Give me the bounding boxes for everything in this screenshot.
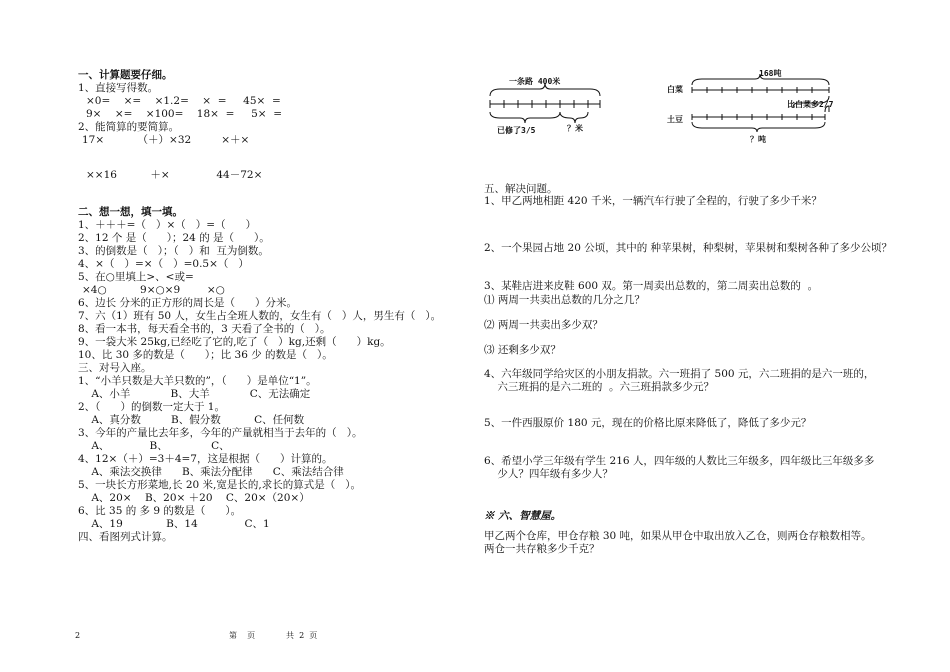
- section-6-title: ※ 六、智慧屋。: [484, 510, 562, 522]
- problem-5: 5、一件西服原价 180 元，现在的价格比原来降低了，降低了多少元？: [484, 417, 812, 429]
- fill-item-2: 2、12 个 是（ ）；24 的 是（ ）。: [78, 232, 270, 244]
- choice-q5: 5、一块长方形菜地,长 20 米,宽是长的,求长的算式是（ ）。: [78, 479, 361, 491]
- choice-q4: 4、12×（＋）=3＋4=7，这是根据（ ）计算的。: [78, 453, 333, 465]
- section-5-title: 五、解决问题。: [484, 183, 558, 195]
- section-2-title: 二、想一想，填一填。: [78, 206, 183, 218]
- choice-q6: 6、比 35 的 多 9 的数是（ ）。: [78, 505, 242, 517]
- road-unknown-label: ？米: [567, 124, 583, 133]
- choice-q2: 2、（ ）的倒数一定大于 1。: [78, 401, 225, 413]
- page-current: 第 页: [229, 631, 256, 640]
- fill-item-7: 7、六（1）班有 50 人，女生占全班人数的，女生有（ ）人，男生有（ ）。: [78, 310, 442, 322]
- section-1-title: 一、计算题要仔细。: [78, 69, 173, 81]
- choice-q2-options: A、真分数 B、假分数 C、任何数: [78, 414, 305, 426]
- extra-fraction-label: 比白菜多2/7: [787, 100, 834, 109]
- choice-q3: 3、今年的产量比去年多，今年的产量就相当于去年的（ ）。: [78, 427, 363, 439]
- choice-q4-options: A、乘法交换律 B、乘法分配律 C、乘法结合律: [78, 466, 344, 478]
- page-number-left: 2: [75, 631, 81, 640]
- section-1-sub1: 1、直接写得数。: [78, 82, 159, 94]
- potato-row-label: 土豆: [667, 115, 683, 124]
- fill-item-5-row: ×4○ 9×○×9 ×○: [82, 284, 225, 296]
- potato-unknown-label: ？吨: [750, 135, 766, 144]
- road-total-label: 一条路 400米: [509, 77, 561, 86]
- fill-item-8: 8、看一本书，每天看全书的，3 天看了全书的（ ）。: [78, 323, 331, 335]
- fill-item-5: 5、在○里填上>、<或=: [78, 271, 194, 283]
- calc-row-1: ×0= ×= ×1.2= × = 45× =: [86, 95, 281, 107]
- problem-6-line-2: 少人？四年级有多少人？: [484, 468, 613, 480]
- choice-q1-options: A、小羊 B、大羊 C、无法确定: [78, 388, 311, 400]
- problem-4-line-2: 六三班捐的是六二班的 。六三班捐款多少元？: [484, 381, 715, 393]
- road-done-label: 已修了3/5: [497, 126, 536, 135]
- problem-2: 2、一个果园占地 20 公顷，其中的 种苹果树，种梨树，苹果树和梨树各种了多少公顷？: [484, 242, 893, 254]
- calc-row-2: 9× ×= ×100= 18× = 5× =: [86, 108, 283, 120]
- cabbage-total-label: 168吨: [759, 69, 782, 78]
- problem-3: 3、某鞋店进来皮鞋 600 双。第一周卖出总数的，第二周卖出总数的 。: [484, 280, 819, 292]
- fill-item-3: 3、的倒数是（ ）；（ ）和 互为倒数。: [78, 245, 269, 257]
- problem-6-line-1: 6、希望小学三年级有学生 216 人，四年级的人数比三年级多，四年级比三年级多多: [484, 455, 875, 467]
- problem-1: 1、甲乙两地相距 420 千米，一辆汽车行驶了全程的，行驶了多少千米？: [484, 195, 822, 207]
- wisdom-problem-line-2: 两仓一共存粮多少千克？: [484, 543, 600, 555]
- choice-q3-options: A、 B、 C、: [78, 440, 230, 452]
- fill-item-9: 9、一袋大米 25kg,已经吃了它的,吃了（ ）kg,还剩（ ）kg。: [78, 336, 391, 348]
- problem-3-part-2: ⑵ 两周一共卖出多少双？: [484, 319, 603, 331]
- cabbage-row-label: 白菜: [667, 85, 683, 94]
- calc-row-4: ××16 ＋× 44－72×: [86, 169, 263, 181]
- wisdom-problem-line-1: 甲乙两个仓库，甲仓存粮 30 吨，如果从甲仓中取出放入乙仓，则两仓存粮数相等。: [484, 530, 872, 542]
- fill-item-10: 10、比 30 多的数是（ ）；比 36 少 的数是（ ）。: [78, 349, 333, 361]
- section-1-sub2: 2、能简算的要简算。: [78, 121, 180, 133]
- fill-item-4: 4、×（ ）=×（ ）=0.5×（ ）: [78, 258, 249, 270]
- choice-q1: 1、“小羊只数是大羊只数的”，（ ）是单位“1”。: [78, 375, 317, 387]
- fill-item-1: 1、＋＋＋=（ ）×（ ）=（ ）: [78, 219, 257, 231]
- calc-row-3: 17× （＋）×32 ×＋×: [82, 134, 250, 146]
- fill-item-6: 6、边长 分米的正方形的周长是（ ）分米。: [78, 297, 298, 309]
- choice-q6-options: A、19 B、14 C、1: [78, 518, 270, 530]
- page-total: 共 2 页: [286, 631, 318, 640]
- section-4-title: 四、看图列式计算。: [78, 531, 173, 543]
- problem-3-part-1: ⑴ 两周一共卖出总数的几分之几？: [484, 294, 645, 306]
- section-3-title: 三、对号入座。: [78, 362, 152, 374]
- problem-4-line-1: 4、六年级同学给灾区的小朋友捐款。六一班捐了 500 元，六二班捐的是六一班的，: [484, 368, 875, 380]
- choice-q5-options: A、20× B、20× ＋20 C、20×（20×）: [78, 492, 310, 504]
- problem-3-part-3: ⑶ 还剩多少双？: [484, 344, 561, 356]
